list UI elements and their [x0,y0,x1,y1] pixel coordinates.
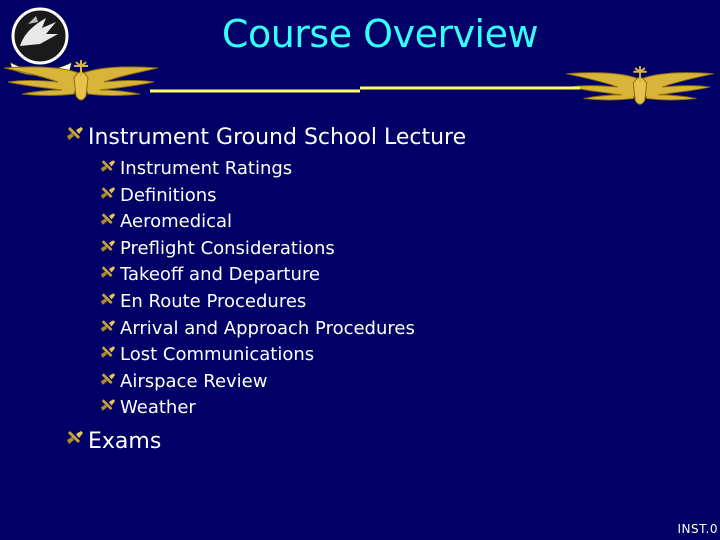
bullet-star-icon [100,239,116,254]
slide-title: Course Overview [221,12,539,56]
sub-bullet-label: Aeromedical [120,211,233,233]
sub-bullet-item [100,236,466,263]
title-rule [150,84,580,96]
sub-bullet-item [100,395,466,422]
sub-bullet-label: Definitions [120,184,217,206]
naval-aviator-wings-icon [2,60,160,108]
sub-bullet-label: Takeoff and Departure [120,264,320,286]
bullet-list [66,122,466,458]
sub-bullet-item [100,316,466,343]
sub-bullet-item [100,342,466,369]
bullet-star-icon [66,430,84,446]
sub-bullet-label: En Route Procedures [120,290,307,312]
sub-bullet-label: Arrival and Approach Procedures [120,317,415,339]
bullet-label: Exams [88,428,162,454]
bullet-star-icon [100,159,116,174]
bullet-star-icon [100,372,116,387]
bullet-star-icon [100,292,116,307]
bullet-star-icon [100,398,116,413]
bullet-star-icon [100,265,116,280]
bullet-star-icon [100,212,116,227]
sub-bullet-label: Instrument Ratings [120,158,293,179]
slide-footer-code: INST.0 [677,522,718,536]
sub-bullet-item [100,183,466,210]
bullet-star-icon [100,186,116,201]
naval-aviator-wings-icon [562,66,718,112]
sub-bullet-list [100,156,466,422]
sub-bullet-item [100,262,466,289]
sub-bullet-label: Airspace Review [120,370,268,392]
sub-bullet-item [100,156,466,183]
sub-bullet-label: Weather [120,397,196,419]
sub-bullet-item [100,209,466,236]
sub-bullet-label: Lost Communications [120,344,315,366]
sub-bullet-label: Preflight Considerations [120,237,335,259]
bullet-star-icon [100,319,116,334]
bullet-item-lecture [66,122,466,422]
bullet-star-icon [66,126,84,142]
bullet-star-icon [100,345,116,360]
sub-bullet-item [100,289,466,316]
bullet-label: Instrument Ground School Lecture [88,125,467,150]
sub-bullet-item [100,369,466,396]
bullet-item-exams [66,426,466,458]
